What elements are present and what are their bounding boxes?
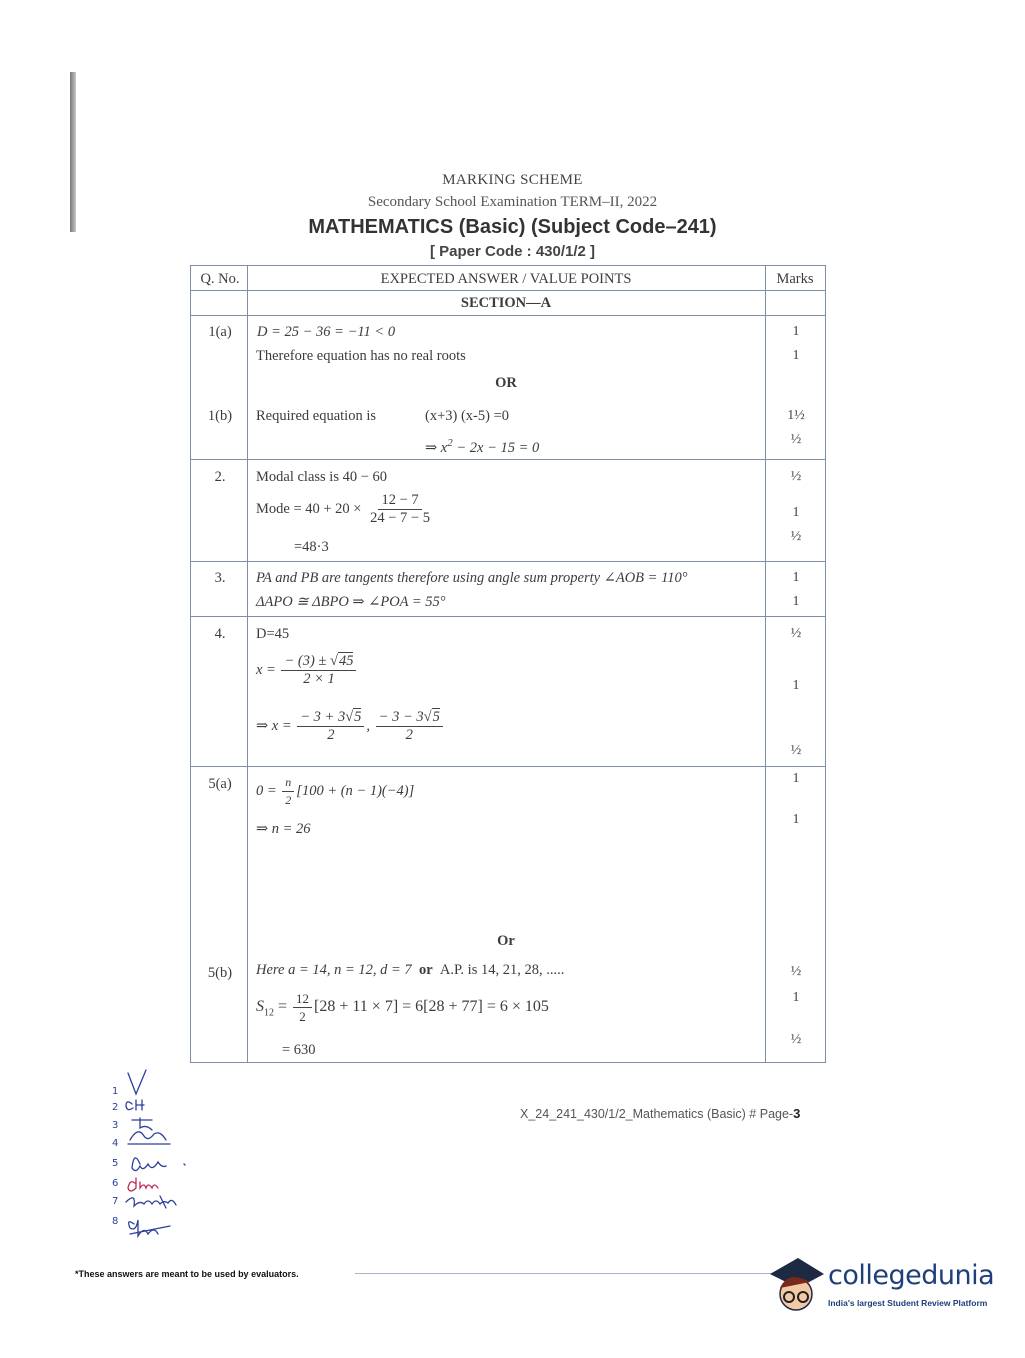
col-divider — [765, 266, 766, 1062]
text-part: Here a = 14, n = 12, d = 7 — [256, 962, 412, 978]
col-header-qno: Q. No. — [200, 271, 240, 287]
mark: ½ — [790, 964, 802, 979]
brand-tagline: India's largest Student Review Platform — [828, 1298, 988, 1308]
answer-line — [256, 653, 358, 688]
answer-line — [256, 962, 564, 979]
answer-line: ⇒ n = 26 — [256, 821, 311, 837]
text-part: = — [274, 998, 288, 1016]
answer-line: Modal class is 40 − 60 — [256, 469, 388, 485]
fraction — [282, 774, 294, 809]
question-number: 5(a) — [208, 776, 232, 792]
list-number: 5 — [112, 1158, 119, 1169]
mark: 1½ — [787, 408, 805, 423]
text-part: − 3 + 3 — [300, 709, 346, 725]
mark: 1 — [792, 678, 800, 693]
text-part: − (3) ± — [284, 653, 331, 669]
list-number: 4 — [112, 1138, 119, 1149]
mark: 1 — [792, 812, 800, 827]
exam-name: Secondary School Examination TERM–II, 2022 — [367, 194, 658, 210]
numerator: − 3 − 3√5 — [376, 709, 443, 727]
mark: ½ — [790, 743, 802, 758]
answer-line: = 630 — [282, 1042, 316, 1058]
page-footer — [520, 1106, 800, 1121]
answer-line: (x+3) (x-5) =0 — [425, 408, 509, 424]
numerator: − 3 + 3√5 — [297, 709, 364, 727]
scribble — [128, 1132, 170, 1144]
tick-mark — [128, 1070, 146, 1094]
text-part: ⇒ x — [425, 439, 448, 456]
text-part: A.P. is 14, 21, 28, ..... — [439, 962, 565, 978]
mark: 1 — [792, 324, 800, 339]
subject-title: MATHEMATICS (Basic) (Subject Code–241) — [308, 216, 717, 238]
list-number: 6 — [112, 1178, 119, 1189]
text-part: − 2x − 15 = 0 — [452, 439, 540, 456]
radicand: 5 — [354, 709, 362, 725]
col-header-marks: Marks — [776, 271, 814, 287]
text-part: Mode = 40 + 20 × — [256, 500, 362, 517]
col-header-answer: EXPECTED ANSWER / VALUE POINTS — [380, 271, 632, 287]
denominator: 24 − 7 − 5 — [370, 510, 430, 526]
fraction — [367, 492, 433, 527]
answer-line: ΔAPO ≅ ΔBPO ⇒ ∠POA = 55° — [256, 594, 446, 610]
answer-line: ⇒ x = $\frac{- 3 + 3√5}{2}$ , $\frac{- 3 - 3√5}{2}$ — [256, 709, 445, 744]
mark: 1 — [792, 505, 800, 520]
mark: ½ — [790, 432, 802, 447]
row-divider — [191, 616, 825, 617]
mark: 1 — [792, 348, 800, 363]
scribble — [126, 1100, 144, 1110]
list-number: 3 — [112, 1120, 119, 1131]
brand-name: collegedunia — [828, 1260, 995, 1291]
row-divider — [191, 766, 825, 767]
list-number: 1 — [112, 1086, 119, 1097]
row-divider — [191, 315, 825, 316]
list-number: 8 — [112, 1216, 119, 1227]
text-part: or — [418, 962, 433, 978]
section-title: SECTION—A — [460, 295, 552, 311]
text-part: ⇒ x = — [256, 717, 292, 734]
radicand: 45 — [338, 653, 354, 669]
footer-rule — [355, 1273, 775, 1274]
mark: ½ — [790, 529, 802, 544]
scribble — [132, 1158, 166, 1171]
text-part: [28 + 11 × 7] = 6[28 + 77] = 6 × 105 — [314, 998, 549, 1016]
mark: 1 — [792, 990, 800, 1005]
mark: 1 — [792, 570, 800, 585]
fraction — [297, 709, 364, 744]
scribble — [129, 1220, 170, 1236]
row-divider — [191, 561, 825, 562]
radicand: 5 — [432, 709, 440, 725]
denominator: 2 — [285, 793, 292, 807]
answer-line — [256, 990, 549, 1025]
denominator: 2 — [327, 727, 335, 743]
fraction — [293, 990, 312, 1025]
subscript: 12 — [264, 1007, 274, 1019]
or-divider-text: OR — [495, 375, 517, 391]
question-number: 1(b) — [207, 408, 233, 424]
row-divider — [191, 459, 825, 460]
question-number: 4. — [214, 626, 226, 642]
answer-line: Therefore equation has no real roots — [256, 348, 466, 364]
mark: 1 — [792, 771, 800, 786]
denominator: 2 — [405, 727, 413, 743]
scribble — [132, 1118, 152, 1130]
answer-line: D=45 — [256, 626, 290, 642]
question-number: 5(b) — [207, 965, 233, 981]
mark: ½ — [790, 1032, 802, 1047]
list-number: 2 — [112, 1102, 119, 1113]
paper-code: [ Paper Code : 430/1/2 ] — [429, 243, 596, 260]
answer-line: PA and PB are tangents therefore using angle sum property ∠AOB = 110° — [256, 570, 688, 586]
question-number: 1(a) — [208, 324, 232, 340]
handwritten-signatures — [110, 1068, 210, 1238]
text-part: − 3 − 3 — [378, 709, 424, 725]
answer-line: =48·3 — [294, 539, 329, 555]
answer-line: Required equation is — [256, 408, 377, 424]
text-part: 0 = — [256, 782, 277, 799]
footer-code: X_24_241_430/1/2_Mathematics (Basic) # Page- — [520, 1107, 794, 1121]
fraction — [376, 709, 443, 744]
question-number: 2. — [214, 469, 226, 485]
text-part: [100 + (n − 1)(−4)] — [296, 782, 415, 799]
or-divider-text: Or — [497, 933, 515, 949]
superscript: 2 — [447, 437, 453, 449]
numerator: n — [282, 774, 294, 792]
mark: 1 — [792, 594, 800, 609]
marking-scheme-title: MARKING SCHEME — [442, 172, 583, 188]
scribble — [126, 1196, 176, 1208]
denominator: 2 — [299, 1009, 306, 1024]
answer-line: D = 25 − 36 = −11 < 0 — [257, 324, 396, 340]
numerator: 12 — [293, 990, 312, 1008]
dot — [184, 1164, 185, 1165]
fraction — [281, 653, 356, 688]
mark: ½ — [790, 626, 802, 641]
page-number: 3 — [793, 1106, 801, 1121]
evaluator-note: *These answers are meant to be used by evaluators. — [75, 1269, 299, 1279]
answer-line — [425, 437, 539, 457]
list-number: 7 — [112, 1196, 119, 1207]
answer-line — [256, 774, 414, 809]
row-divider — [191, 290, 825, 291]
answer-line — [256, 492, 435, 527]
numerator: − (3) ± √45 — [281, 653, 356, 671]
text-part: x = — [256, 661, 276, 678]
denominator: 2 × 1 — [303, 671, 335, 687]
mark: ½ — [790, 469, 802, 484]
question-number: 3. — [214, 570, 226, 586]
numerator: 12 − 7 — [378, 492, 421, 510]
scribble — [128, 1178, 158, 1191]
text-part: S — [256, 998, 264, 1016]
